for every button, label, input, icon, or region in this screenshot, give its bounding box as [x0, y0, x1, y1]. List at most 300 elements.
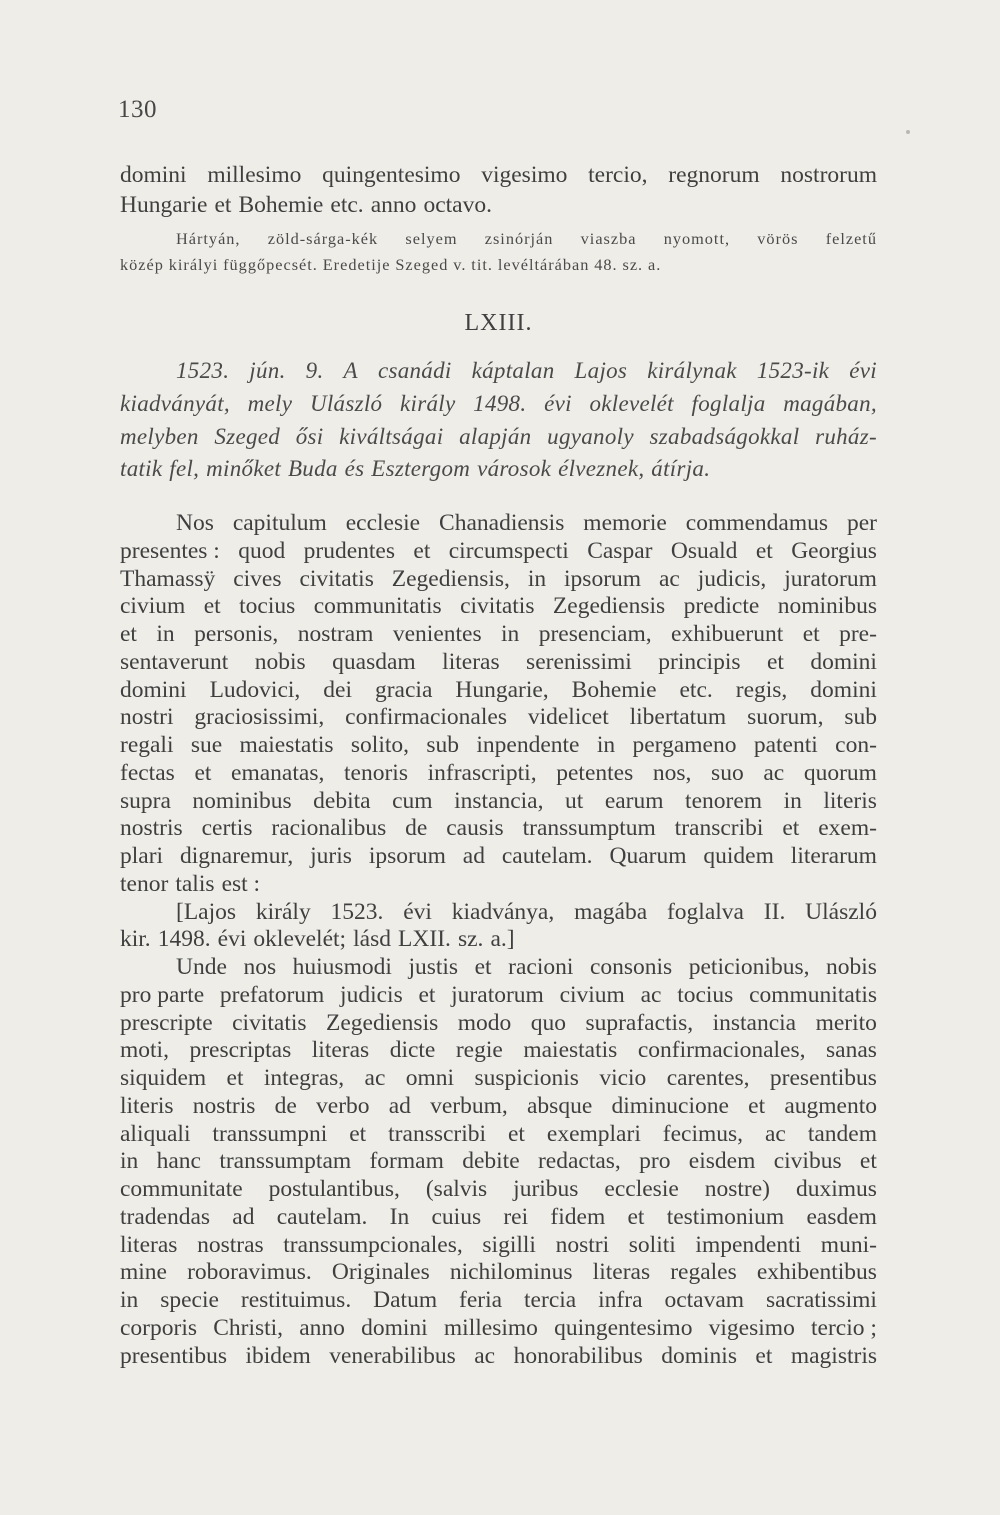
word: et: [120, 621, 137, 647]
word: mine: [120, 1259, 167, 1286]
word: et: [413, 537, 431, 564]
word: Esztergom: [371, 456, 471, 482]
word: presenciam,: [538, 621, 652, 647]
word: cuius: [431, 1203, 482, 1230]
word: literis: [823, 787, 877, 814]
word: cautelam.: [276, 1203, 368, 1230]
text-line: [120, 566, 877, 594]
word: est :: [221, 870, 261, 897]
word: earum: [604, 787, 664, 814]
word: sub: [844, 704, 877, 731]
word: tatik: [120, 456, 163, 482]
word: infra: [598, 1287, 643, 1313]
word: redactas,: [537, 1148, 621, 1175]
word: városok: [477, 456, 552, 482]
word: Datum: [373, 1287, 438, 1313]
word: racionalibus: [271, 815, 387, 842]
word: Szeged: [214, 423, 281, 449]
word: et: [418, 981, 436, 1008]
word: zöld-sárga-kék: [267, 229, 379, 248]
word: foglalja: [691, 390, 766, 416]
text-line: [120, 899, 877, 927]
text-line: [120, 510, 877, 538]
word: Thamassÿ: [120, 565, 216, 592]
word: sanas: [826, 1037, 877, 1064]
text-line: [120, 1065, 877, 1093]
word: közép: [120, 254, 164, 274]
word: ősi: [295, 423, 324, 449]
page-smudge: [906, 130, 910, 134]
word: con-: [835, 732, 877, 758]
word: évi: [544, 390, 572, 416]
word: quod: [238, 537, 286, 564]
word: sigilli: [482, 1231, 536, 1258]
word: civitatis: [232, 1009, 307, 1036]
word: cautelam.: [501, 843, 593, 869]
word: csanádi: [377, 358, 452, 383]
word: 9.: [305, 358, 324, 383]
word: confirmacionales,: [637, 1037, 806, 1064]
word: augmento: [784, 1092, 877, 1119]
word: prudentes: [303, 537, 395, 564]
word: feria: [459, 1287, 503, 1313]
word: communitatis: [749, 981, 877, 1008]
word: ac: [763, 759, 785, 786]
word: ugyanoly: [547, 423, 634, 449]
word: transsumptum: [522, 815, 656, 842]
word: formam: [369, 1148, 444, 1175]
word: omni: [405, 1065, 455, 1091]
word: tit.: [471, 254, 493, 274]
word: dignaremur,: [179, 843, 294, 869]
word: suo: [711, 759, 744, 786]
word: soliti: [628, 1231, 676, 1258]
word: communitatis: [313, 593, 442, 620]
word: 1523-ik: [756, 358, 830, 383]
word: de: [274, 1092, 297, 1119]
word: et: [766, 648, 784, 675]
word: fectas: [120, 759, 175, 786]
word: in: [596, 732, 616, 758]
word: in: [501, 621, 520, 647]
word: judicis,: [697, 565, 767, 592]
word: et: [214, 191, 232, 218]
word: pre-: [839, 621, 877, 647]
word: graciosissimi,: [194, 704, 325, 731]
word: honorabilibus: [513, 1342, 643, 1369]
text-line: [120, 191, 877, 221]
word: aliquali: [120, 1120, 191, 1147]
word: nostre): [704, 1176, 771, 1202]
word: prescripte: [120, 1009, 213, 1036]
word: selyem: [405, 229, 458, 248]
text-line: [120, 760, 877, 788]
word: de: [405, 815, 428, 842]
word: oklevelét: [589, 390, 674, 416]
word: 1523.: [176, 358, 230, 383]
word: ad: [462, 843, 485, 869]
word: Lajos: [574, 358, 628, 383]
word: Szeged: [395, 254, 449, 274]
word: duximus: [795, 1176, 877, 1202]
word: ad: [232, 1203, 255, 1230]
text-line: [120, 1204, 877, 1232]
word: millesimo: [443, 1314, 538, 1341]
word: causis: [446, 815, 504, 842]
word: justis: [408, 954, 459, 980]
word: literas: [592, 1259, 651, 1286]
word: merito: [815, 1009, 877, 1036]
word: civitatis: [299, 565, 374, 592]
text-line: [120, 226, 877, 252]
word: et: [349, 1120, 367, 1147]
word: alapján: [459, 423, 532, 449]
text-line: [120, 1093, 877, 1121]
word: muni-: [820, 1231, 877, 1258]
word: 1498.: [157, 926, 211, 953]
word: fecimus,: [662, 1120, 744, 1147]
word: káptalan: [471, 358, 555, 383]
word: memorie: [583, 510, 667, 536]
word: circumspecti: [448, 537, 569, 564]
word: Bohemie: [571, 676, 657, 703]
word: eisdem: [688, 1148, 756, 1175]
word: Zegediensis: [326, 1009, 439, 1036]
word: corporis: [120, 1314, 198, 1341]
word: et: [748, 1092, 766, 1119]
word: anno: [299, 1314, 345, 1341]
word: gracia: [374, 676, 433, 703]
page-number: 130: [118, 96, 157, 123]
word: patenti: [753, 732, 818, 758]
word: Zegediensis: [552, 593, 666, 620]
word: pergameno: [632, 732, 737, 758]
word: racioni: [508, 954, 574, 980]
word: sz.: [457, 926, 484, 953]
word: mely: [247, 390, 293, 416]
word: pro: [639, 1148, 671, 1175]
word: presentibus: [120, 1342, 228, 1369]
word: rei: [503, 1203, 529, 1230]
word: quorum: [803, 759, 877, 786]
word: exemplari: [546, 1120, 641, 1147]
word: [Lajos: [176, 898, 237, 925]
word: huiusmodi: [292, 954, 392, 980]
word: transsumptam: [219, 1148, 352, 1175]
word: et: [627, 1203, 645, 1230]
word: zsinórján: [484, 229, 554, 248]
text-line: [120, 593, 877, 621]
word: instancia,: [454, 787, 544, 814]
text-line: [120, 871, 877, 899]
text-line: [120, 252, 877, 278]
text-line: [120, 926, 877, 954]
word: et: [755, 537, 773, 564]
word: Bohemie: [238, 191, 324, 218]
word: quingentesimo: [554, 1314, 693, 1341]
word: per: [846, 510, 877, 536]
word: quasdam: [332, 648, 416, 675]
word: et: [859, 1148, 877, 1175]
word: oklevelét;: [253, 926, 347, 953]
word: integras,: [263, 1065, 345, 1091]
word: specie: [160, 1287, 219, 1313]
word: ibidem: [245, 1342, 311, 1369]
word: vigesimo: [481, 162, 568, 188]
word: et: [474, 954, 492, 980]
word: communitate: [120, 1176, 243, 1202]
word: certis: [201, 815, 253, 842]
word: transcribi: [674, 815, 764, 842]
word: vörös: [757, 229, 799, 248]
word: exhibuerunt: [671, 621, 784, 647]
word: inpendente: [476, 732, 580, 758]
word: élveznek,: [558, 456, 645, 482]
word: sentaverunt: [120, 648, 229, 675]
word: tenor: [120, 870, 169, 897]
word: in: [783, 787, 802, 814]
word: commendamus: [685, 510, 829, 536]
word: videlicet: [527, 704, 609, 731]
word: magába: [574, 898, 648, 925]
word: domini: [120, 162, 187, 188]
word: kiadványát,: [120, 390, 230, 416]
word: évi: [403, 898, 432, 925]
word: nostris: [192, 1092, 256, 1119]
word: presentes :: [120, 537, 220, 564]
text-line: [120, 954, 877, 982]
word: domini: [810, 648, 877, 675]
word: debite: [462, 1148, 520, 1175]
word: cives: [233, 565, 282, 592]
word: peticionibus,: [688, 954, 810, 980]
word: anno: [370, 191, 417, 218]
word: regnorum: [668, 162, 760, 188]
word: juribus: [513, 1176, 579, 1202]
word: Originales: [331, 1259, 430, 1286]
word: LXII.: [398, 926, 451, 953]
word: infrascripti,: [427, 759, 537, 786]
word: évi: [849, 358, 877, 383]
word: minőket: [206, 456, 282, 482]
word: ac: [474, 1342, 496, 1369]
word: nobis: [254, 648, 306, 675]
word: prefatorum: [219, 981, 325, 1008]
word: personis,: [194, 621, 279, 647]
word: király: [255, 898, 311, 925]
word: et: [226, 1065, 244, 1091]
word: v.: [453, 254, 467, 274]
text-line: [120, 1259, 877, 1287]
word: et: [755, 1342, 773, 1369]
word: ad: [388, 1092, 411, 1119]
word: függőpecsét.: [223, 254, 318, 274]
word: ruház-: [815, 423, 877, 449]
text-line: [120, 677, 877, 705]
word: civitatis: [460, 593, 535, 620]
word: fidem: [550, 1203, 606, 1230]
word: serenissimi: [526, 648, 632, 675]
word: et: [782, 815, 800, 842]
word: nostri: [120, 704, 174, 731]
text-line: [120, 1287, 877, 1315]
word: Ulászló: [805, 898, 877, 925]
word: in: [527, 565, 547, 592]
word: pro parte: [120, 981, 205, 1008]
word: transsumpcionales,: [283, 1231, 463, 1258]
text-line: [120, 1315, 877, 1343]
text-line: [120, 1148, 877, 1176]
word: nostrorum: [780, 162, 877, 188]
word: confirmacionales: [345, 704, 507, 731]
word: dei: [323, 676, 352, 703]
text-line: [120, 621, 877, 649]
word: in: [156, 621, 175, 647]
word: ac: [765, 1120, 786, 1147]
word: solito,: [350, 732, 409, 758]
word: cum: [392, 787, 433, 814]
word: nos: [243, 954, 277, 980]
word: tercio,: [588, 162, 648, 188]
word: juratorum: [451, 981, 544, 1008]
word: Ludovici,: [209, 676, 301, 703]
word: quidem: [703, 843, 774, 869]
word: consonis: [589, 954, 673, 980]
text-line: [120, 1232, 877, 1260]
word: 48.: [594, 254, 618, 274]
word: Christi,: [213, 1314, 284, 1341]
word: etc.: [330, 191, 364, 218]
charter-text: [120, 510, 877, 1370]
word: etc.: [679, 676, 713, 703]
regest-summary: [120, 355, 877, 486]
word: sz.: [622, 254, 644, 274]
text-line: [120, 1037, 877, 1065]
word: petentes: [556, 759, 634, 786]
text-line: [120, 1121, 877, 1149]
word: Hungarie,: [455, 676, 549, 703]
word: évi: [217, 926, 247, 953]
word: tenoris: [344, 759, 408, 786]
word: tercia: [524, 1287, 577, 1313]
word: Osuald: [670, 537, 738, 564]
word: quo: [530, 1009, 566, 1036]
word: in: [120, 1148, 139, 1175]
word: jún.: [249, 358, 286, 383]
word: felzetű: [825, 229, 877, 248]
word: siquidem: [120, 1065, 207, 1091]
word: literas: [120, 1231, 178, 1258]
word: tradendas: [120, 1203, 211, 1230]
word: Zegediensis,: [391, 565, 510, 592]
word: domini: [810, 676, 877, 703]
word: ipsorum: [564, 565, 642, 592]
word: maiestatis: [239, 732, 334, 758]
word: et: [194, 759, 212, 786]
word: et: [203, 593, 221, 620]
word: tercio ;: [811, 1314, 877, 1341]
word: és: [344, 456, 365, 482]
word: levéltárában: [497, 254, 590, 274]
word: tocius: [239, 593, 296, 620]
text-line: [120, 421, 877, 454]
word: király: [400, 390, 456, 416]
word: suorum,: [747, 704, 824, 731]
document-heading: LXIII.: [464, 310, 533, 336]
word: ac: [364, 1065, 386, 1091]
word: ut: [565, 787, 584, 814]
word: melyben: [120, 423, 199, 449]
word: nostris: [120, 815, 183, 842]
word: juris: [310, 843, 352, 869]
word: foglalva: [666, 898, 744, 925]
word: Caspar: [587, 537, 653, 564]
text-line: [120, 355, 877, 388]
word: dicte: [389, 1037, 436, 1064]
word: judicis: [340, 981, 403, 1008]
word: In: [389, 1203, 410, 1230]
word: literis: [120, 1092, 174, 1119]
word: exhibentibus: [756, 1259, 877, 1286]
text-line: [120, 649, 877, 677]
text-line: [120, 815, 877, 843]
word: regie: [455, 1037, 503, 1064]
word: tenorem: [685, 787, 763, 814]
word: nobis: [826, 954, 877, 980]
word: suprafactis,: [585, 1009, 694, 1036]
word: tocius: [677, 981, 734, 1008]
word: ac: [640, 981, 662, 1008]
word: verbum,: [430, 1092, 508, 1119]
word: transscribi: [388, 1120, 487, 1147]
word: magában,: [783, 390, 877, 416]
word: et: [802, 621, 820, 647]
word: viaszba: [580, 229, 637, 248]
word: venerabilibus: [329, 1342, 456, 1369]
word: predicte: [683, 593, 760, 620]
text-line: [120, 1343, 877, 1371]
word: domini: [120, 676, 187, 703]
word: nostras: [197, 1231, 264, 1258]
word: impendenti: [695, 1231, 802, 1258]
word: literas: [311, 1037, 370, 1064]
word: ac: [658, 565, 680, 592]
word: (salvis: [425, 1176, 488, 1202]
word: civium: [559, 981, 625, 1008]
word: hanc: [156, 1148, 201, 1175]
word: nichilominus: [449, 1259, 573, 1286]
word: civium: [120, 593, 186, 620]
word: transsumpni: [212, 1120, 328, 1147]
word: plari: [120, 843, 164, 869]
word: exem-: [818, 815, 877, 842]
word: vigesimo: [708, 1314, 795, 1341]
word: Quarum: [609, 843, 687, 869]
word: A: [343, 358, 358, 383]
word: prescriptas: [189, 1037, 292, 1064]
word: libertatum: [629, 704, 727, 731]
word: diminucione: [611, 1092, 729, 1119]
text-line: [120, 788, 877, 816]
word: Chanadiensis: [439, 510, 565, 536]
word: literas: [442, 648, 500, 675]
word: suspicionis: [474, 1065, 579, 1091]
word: domini: [361, 1314, 428, 1341]
word: kir.: [120, 926, 151, 953]
word: Nos: [176, 510, 214, 536]
word: supra: [120, 787, 171, 814]
word: szabadságokkal: [649, 423, 800, 449]
